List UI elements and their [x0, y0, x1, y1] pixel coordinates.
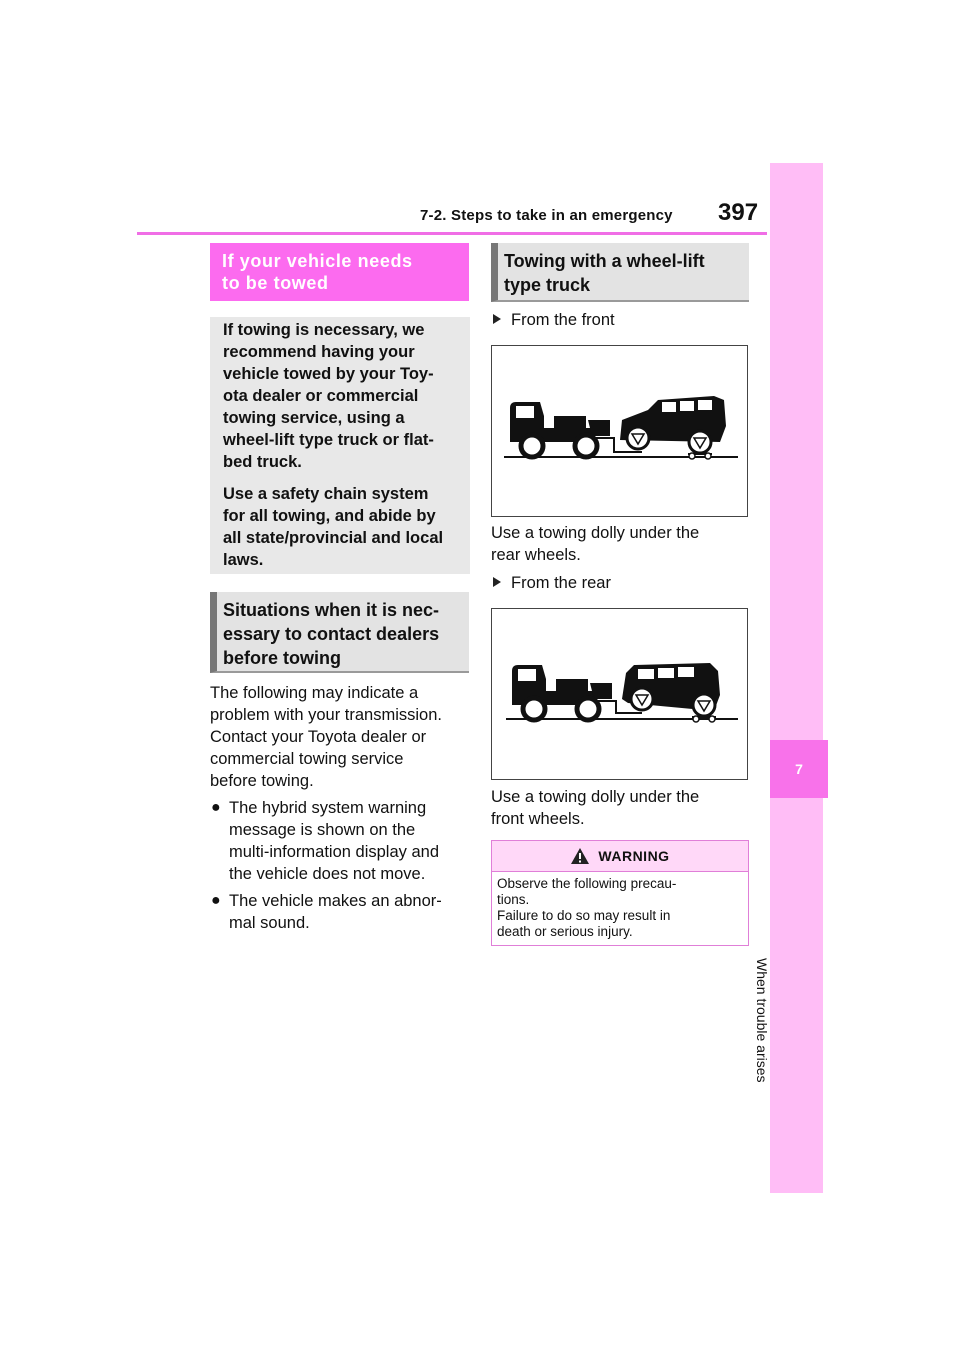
chapter-label-text: When trouble arises — [754, 958, 770, 1083]
text-line: all state/provincial and local — [223, 529, 444, 547]
label-text: From the front — [511, 311, 615, 329]
text-line: Contact your Toyota dealer or — [210, 728, 427, 746]
text-line: Use a safety chain system — [223, 485, 429, 503]
intro-box — [210, 317, 470, 574]
chapter-label — [754, 835, 790, 1083]
text-line: commercial towing service — [210, 750, 404, 768]
transmission-body-text — [210, 682, 472, 792]
triangle-bullet-icon — [493, 314, 501, 324]
text-line: bed truck. — [223, 453, 302, 471]
label-text: From the rear — [511, 574, 611, 592]
tow-from-front-figure — [491, 345, 748, 517]
text-line: front wheels. — [491, 810, 585, 828]
front-caption — [491, 522, 751, 566]
page-number: 397 — [718, 199, 759, 226]
tow-truck-rear-illustration — [492, 609, 747, 781]
tow-from-rear-figure — [491, 608, 748, 780]
intro-paragraph — [223, 483, 456, 571]
text-line: Use a towing dolly under the — [491, 524, 700, 542]
text-line: towing service, using a — [223, 409, 405, 427]
text-line: message is shown on the — [229, 821, 416, 839]
warning-title: WARNING — [598, 848, 670, 864]
tow-truck-front-illustration — [492, 346, 747, 516]
heading-line: before towing — [223, 648, 341, 668]
text-line: rear wheels. — [491, 546, 581, 564]
rear-caption — [491, 786, 751, 830]
warning-header — [492, 841, 748, 872]
heading-line: Situations when it is nec- — [223, 600, 440, 620]
intro-paragraph — [223, 319, 456, 473]
from-rear-label — [493, 572, 611, 594]
text-line: recommend having your — [223, 343, 415, 361]
heading-line: Towing with a wheel-lift — [504, 251, 705, 271]
towing-heading — [210, 243, 469, 301]
heading-line: to be towed — [222, 273, 329, 293]
wheel-lift-heading — [491, 243, 749, 302]
triangle-bullet-icon — [493, 577, 501, 587]
text-line: Use a towing dolly under the — [491, 788, 700, 806]
text-line: The following may indicate a — [210, 684, 419, 702]
bullet-icon: ● — [211, 799, 221, 816]
text-line: problem with your transmission. — [210, 706, 442, 724]
text-line: ota dealer or commercial — [223, 387, 419, 405]
text-line: wheel-lift type truck or flat- — [223, 431, 434, 449]
text-line: If towing is necessary, we — [223, 321, 425, 339]
text-line: vehicle towed by your Toy- — [223, 365, 434, 383]
heading-line: type truck — [504, 275, 591, 295]
section-title: 7-2. Steps to take in an emergency — [420, 207, 673, 224]
header-rule — [137, 232, 767, 235]
text-line: Observe the following precau- — [497, 876, 677, 891]
chapter-side-strip — [770, 163, 823, 1193]
text-line: The hybrid system warning — [229, 799, 427, 817]
warning-triangle-icon — [570, 847, 590, 865]
from-front-label — [493, 309, 615, 331]
chapter-tab[interactable] — [770, 740, 828, 798]
chapter-number: 7 — [795, 761, 803, 777]
warning-text — [492, 872, 748, 940]
list-item — [211, 890, 473, 936]
text-line: The vehicle makes an abnor- — [229, 892, 442, 910]
warning-box — [491, 840, 749, 946]
text-line: Failure to do so may result in — [497, 908, 671, 923]
text-line: multi-information display and — [229, 843, 440, 861]
text-line: before towing. — [210, 772, 314, 790]
text-line: mal sound. — [229, 914, 310, 932]
text-line: laws. — [223, 551, 264, 569]
heading-line: If your vehicle needs — [222, 251, 413, 271]
text-line: the vehicle does not move. — [229, 865, 426, 883]
bullet-icon: ● — [211, 892, 221, 909]
heading-line: essary to contact dealers — [223, 624, 440, 644]
list-item — [211, 797, 473, 887]
text-line: death or serious injury. — [497, 924, 633, 939]
text-line: tions. — [497, 892, 530, 907]
contact-dealers-heading — [210, 592, 469, 673]
text-line: for all towing, and abide by — [223, 507, 436, 525]
